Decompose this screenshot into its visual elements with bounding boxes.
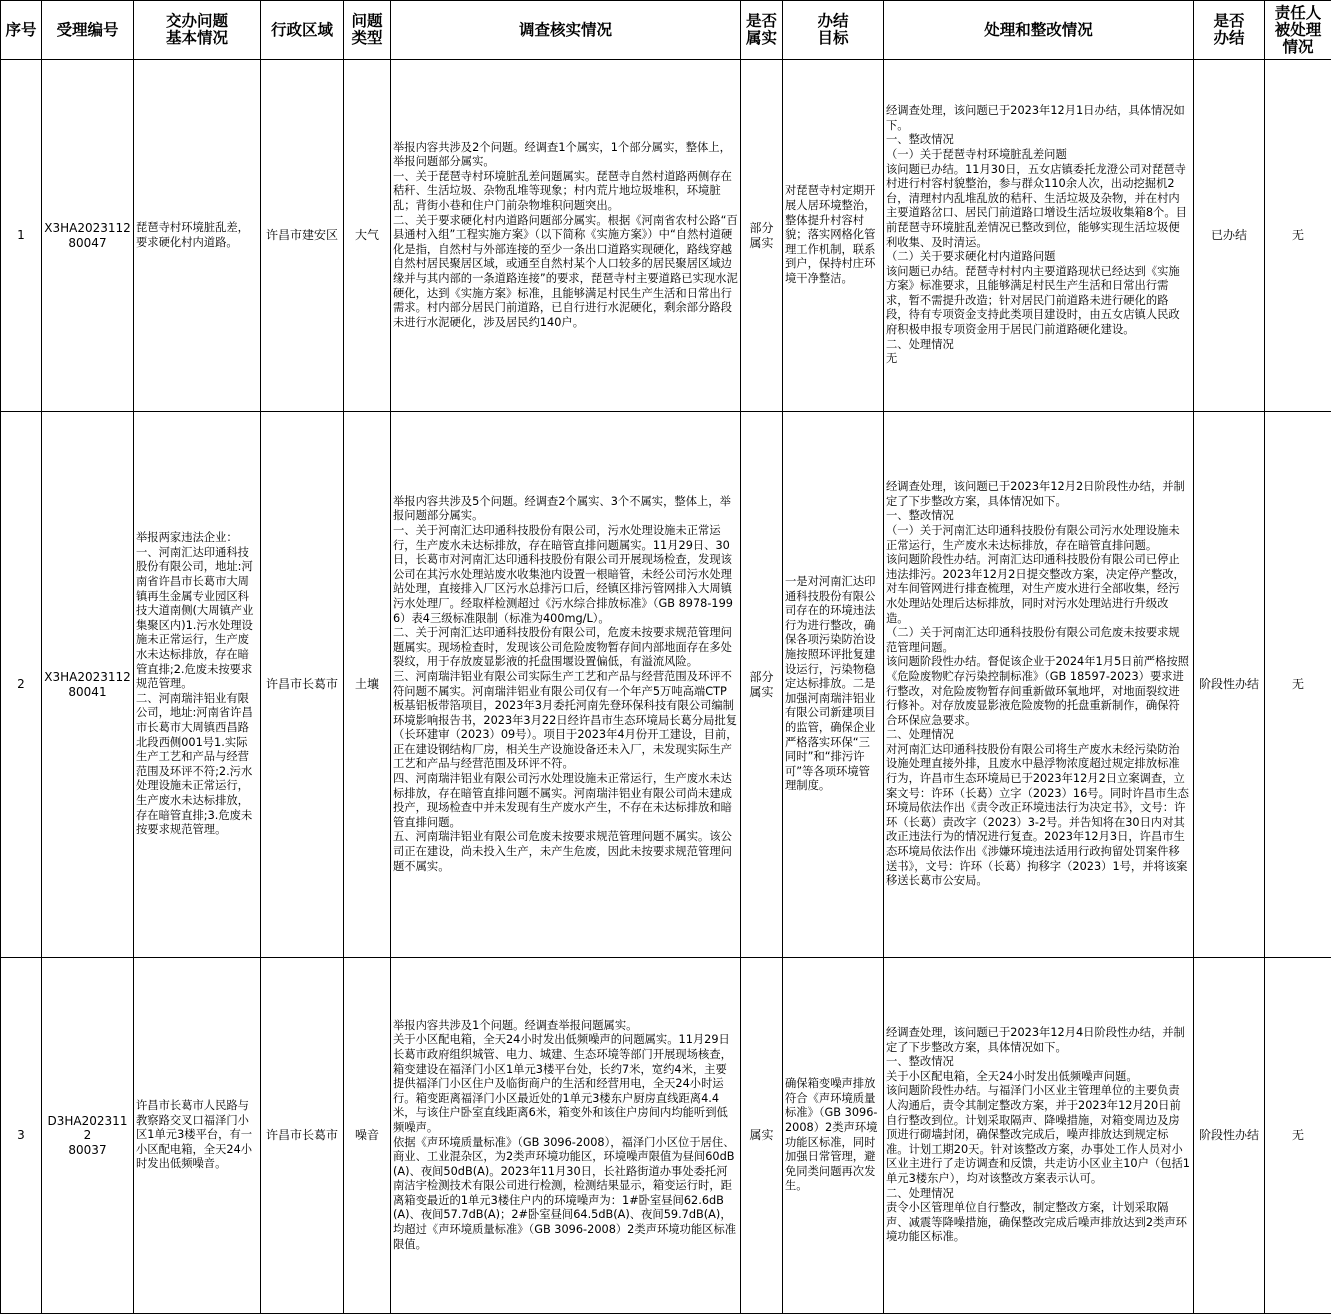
- cell-is-done: 已办结: [1194, 60, 1265, 412]
- table-row: [1, 412, 1331, 958]
- cell-seq: 3: [1, 958, 42, 1314]
- cell-investigation: 举报内容共涉及1个问题。经调查举报问题属实。 关于小区配电箱，全天24小时发出低频噪声的问题属实。11月29日长葛市政府组织城管、电力、城建、生态环境等部门开展现场核查，箱变建设在福泽门小区1单元3楼平台处，长约7米，宽约4米，主要提供福泽门小区住户及临街商户的生活和经营用电，全天24小时运行。箱变距离福泽门小区最近处的1单元3楼东户厨房直线距离4.4米，与该住户卧室直线距离6米，箱变外和该住户房间内均能听到低频噪声。 依据《声环境质量标准》（GB 3096-2008），福泽门小区位于居住、商业、工业混杂区，为2类声环境功能区，环境噪声限值为昼间60dB(A)、夜间50dB(A)。2023年11月30日，长社路街道办事处委托河南洁宇检测技术有限公司进行检测，检测结果显示，箱变运行时，距离箱变最近的1单元3楼住户内的环境噪声为：1#卧室昼间62.6dB(A)、夜间57.7dB(A)；2#卧室昼间64.5dB(A)、夜间59.7dB(A)，均超过《声环境质量标准》（GB 3096-2008）2类声环境功能区标准限值。: [391, 958, 741, 1314]
- cell-accept-no: X3HA2023112 80047: [42, 60, 134, 412]
- cell-responsible: 无: [1265, 412, 1331, 958]
- header-is-true: 是否 属实: [741, 1, 783, 60]
- header-goal: 办结 目标: [783, 1, 884, 60]
- header-is-done: 是否 办结: [1194, 1, 1265, 60]
- cell-is-true: 部分 属实: [741, 412, 783, 958]
- header-region: 行政区域: [261, 1, 344, 60]
- cell-responsible: 无: [1265, 958, 1331, 1314]
- cell-type: 噪音: [344, 958, 391, 1314]
- cell-is-done: 阶段性办结: [1194, 412, 1265, 958]
- cell-seq: 1: [1, 60, 42, 412]
- cell-issue: 琵琶寺村环境脏乱差，要求硬化村内道路。: [134, 60, 261, 412]
- cell-issue: 举报两家违法企业： 一、河南汇达印通科技股份有限公司，地址:河南省许昌市长葛市大周镇再生金属专业园区科技大道南侧(大周镇产业集聚区内)1.污水处理设施未正常运行，生产废水未达标排放，存在暗管直排;2.危废未按要求规范管理。 二、河南瑞沣铝业有限公司，地址:河南省许昌市长葛市大周镇西昌路北段西侧001号1.实际生产工艺和产品与经营范围及环评不符;2.污水处理设施未正常运行，生产废水未达标排放，存在暗管直排;3.危废未按要求规范管理。: [134, 412, 261, 958]
- cell-goal: 确保箱变噪声排放符合《声环境质量标准》（GB 3096-2008）2类声环境功能区标准，同时加强日常管理，避免同类问题再次发生。: [783, 958, 884, 1314]
- cell-investigation: 举报内容共涉及2个问题。经调查1个属实，1个部分属实，整体上，举报问题部分属实。 一、关于琵琶寺村环境脏乱差问题属实。琵琶寺自然村道路两侧存在秸秆、生活垃圾、杂物乱堆等现象；村内荒片地垃圾堆积，环境脏乱；背街小巷和住户门前杂物堆积问题突出。 二、关于要求硬化村内道路问题部分属实。根据《河南省农村公路“百县通村入组”工程实施方案》（以下简称《实施方案》）中“自然村道硬化是指，自然村与外部连接的至少一条出口道路实现硬化，路线穿越自然村居民聚居区域，或通至自然村某个人口较多的居民聚居区域边缘并与其内部的一条道路连接”的要求，琵琶寺村主要道路已实现水泥硬化，达到《实施方案》标准，且能够满足村民生产生活和日常出行需求。村内部分居民门前道路，已自行进行水泥硬化，剩余部分路段未进行水泥硬化，涉及居民约140户。: [391, 60, 741, 412]
- cell-region: 许昌市长葛市: [261, 958, 344, 1314]
- cell-region: 许昌市长葛市: [261, 412, 344, 958]
- cell-accept-no: D3HA2023112 80037: [42, 958, 134, 1314]
- table-row: [1, 958, 1331, 1314]
- table-row: [1, 60, 1331, 412]
- cell-is-true: 部分 属实: [741, 60, 783, 412]
- header-type: 问题 类型: [344, 1, 391, 60]
- cell-investigation: 举报内容共涉及5个问题。经调查2个属实、3个不属实，整体上，举报问题部分属实。 一、关于河南汇达印通科技股份有限公司，污水处理设施未正常运行，生产废水未达标排放，存在暗管直排问题属实。11月29日、30日，长葛市对河南汇达印通科技股份有限公司开展现场检查，发现该公司在其污水处理站废水收集池内设置一根暗管，未经公司污水处理站处理，直接排入厂区污水总排污口后，经镇区排污管网排入大周镇污水处理厂。经取样检测超过《污水综合排放标准》（GB 8978-1996）表4三级标准限制（标准为400mg/L）。 二、关于河南汇达印通科技股份有限公司，危废未按要求规范管理问题属实。现场检查时，发现该公司危险废物暂存间内部地面存在多处裂纹，用于存放废显影液的托盘围堰设置偏低，有溢流风险。 三、河南瑞沣铝业有限公司实际生产工艺和产品与经营范围及环评不符问题不属实。河南瑞沣铝业有限公司仅有一个年产5万吨高端CTP板基铝板带箔项目，2023年3月委托河南先登环保科技有限公司编制环境影响报告书，2023年3月22日经许昌市生态环境局长葛分局批复（长环建审（2023）09号）。项目于2023年4月份开工建设，目前，正在建设钢结构厂房，相关生产设施设备还未入厂，未发现实际生产工艺和产品与经营范围及环评不符。 四、河南瑞沣铝业有限公司污水处理设施未正常运行，生产废水未达标排放，存在暗管直排问题不属实。河南瑞沣铝业有限公司尚未建成投产，现场检查中并未发现有生产废水产生，不存在未达标排放和暗管直排问题。 五、河南瑞沣铝业有限公司危废未按要求规范管理问题不属实。该公司正在建设，尚未投入生产，未产生危废，因此未按要求规范管理问题不属实。: [391, 412, 741, 958]
- cell-type: 土壤: [344, 412, 391, 958]
- cell-type: 大气: [344, 60, 391, 412]
- cell-goal: 对琵琶寺村定期开展人居环境整治，整体提升村容村貌；落实网格化管理工作机制，联系到户，保持村庄环境干净整洁。: [783, 60, 884, 412]
- header-handling: 处理和整改情况: [884, 1, 1194, 60]
- header-issue: 交办问题 基本情况: [134, 1, 261, 60]
- header-investigation: 调查核实情况: [391, 1, 741, 60]
- cell-handling: 经调查处理，该问题已于2023年12月4日阶段性办结，并制定了下步整改方案，具体情况如下。 一、整改情况 关于小区配电箱，全天24小时发出低频噪声问题。 该问题阶段性办结。与福泽门小区业主管理单位的主要负责人沟通后，责令其制定整改方案，并于2023年12月20日前自行整改到位。计划采取隔声、降噪措施，对箱变周边及房顶进行砌墙封闭，确保整改完成后，噪声排放达到规定标准。计划工期20天。针对该整改方案，办事处工作人员对小区业主进行了走访调查和反馈，共走访小区业主10户（包括1单元3楼东户），均对该整改方案表示认可。 二、处理情况 责令小区管理单位自行整改，制定整改方案，计划采取隔声、减震等降噪措施，确保整改完成后噪声排放达到2类声环境功能区标准。: [884, 958, 1194, 1314]
- cell-is-true: 属实: [741, 958, 783, 1314]
- cell-handling: 经调查处理，该问题已于2023年12月1日办结，具体情况如下。 一、整改情况 （一）关于琵琶寺村环境脏乱差问题 该问题已办结。11月30日，五女店镇委托龙澄公司对琵琶寺村进行村容村貌整治，参与群众110余人次，出动挖掘机2台，清理村内乱堆乱放的秸秆、生活垃圾及杂物，并在村内主要道路岔口、居民门前道路口增设生活垃圾收集箱8个。目前琵琶寺环境脏乱差情况已整改到位，能够实现生活垃圾便利收集、及时清运。 （二）关于要求硬化村内道路问题 该问题已办结。琵琶寺村村内主要道路现状已经达到《实施方案》标准要求，且能够满足村民生产生活和日常出行需求，暂不需提升改造；针对居民门前道路未进行硬化的路段，待有专项资金支持此类项目建设时，由五女店镇人民政府积极申报专项资金用于居民门前道路硬化建设。 二、处理情况 无: [884, 60, 1194, 412]
- cell-accept-no: X3HA2023112 80041: [42, 412, 134, 958]
- cell-handling: 经调查处理，该问题已于2023年12月2日阶段性办结，并制定了下步整改方案，具体情况如下。 一、整改情况 （一）关于河南汇达印通科技股份有限公司污水处理设施未正常运行，生产废水未达标排放，存在暗管直排问题。 该问题阶段性办结。河南汇达印通科技股份有限公司已停止违法排污。2023年12月2日提交整改方案，决定停产整改，对车间管网进行排查梳理，对生产废水进行全部收集，经污水处理站处理后达标排放，同时对污水处理站进行升级改造。 （二）关于河南汇达印通科技股份有限公司危废未按要求规范管理问题。 该问题阶段性办结。督促该企业于2024年1月5日前严格按照《危险废物贮存污染控制标准》（GB 18597-2023）要求进行整改，对危险废物暂存间重新做环氧地坪，对地面裂纹进行修补。对存放废显影液危险废物的托盘重新制作，确保符合环保应急要求。 二、处理情况 对河南汇达印通科技股份有限公司将生产废水未经污染防治设施处理直接外排，且废水中悬浮物浓度超过规定排放标准行为，许昌市生态环境局已于2023年12月2日立案调查，立案文号：许环（长葛）立字（2023）16号。同时许昌市生态环境局依法作出《责令改正环境违法行为决定书》，文号：许环（长葛）责改字（2023）3-2号。并告知将在30日内对其改正违法行为的情况进行复查。2023年12月3日，许昌市生态环境局依法作出《涉嫌环境违法适用行政拘留处罚案件移送书》，文号：许环（长葛）拘移字（2023）1号，并将该案移送长葛市公安局。: [884, 412, 1194, 958]
- cell-issue: 许昌市长葛市人民路与教察路交叉口福泽门小区1单元3楼平台，有一小区配电箱，全天24小时发出低频噪音。: [134, 958, 261, 1314]
- cell-goal: 一是对河南汇达印通科技股份有限公司存在的环境违法行为进行整改，确保各项污染防治设施按照环评批复建设运行，污染物稳定达标排放。二是加强河南瑞沣铝业有限公司新建项目的监管，确保企业严格落实环保“三同时”和“排污许可”等各项环境管理制度。: [783, 412, 884, 958]
- header-row: [1, 1, 1331, 60]
- cell-responsible: 无: [1265, 60, 1331, 412]
- cell-seq: 2: [1, 412, 42, 958]
- header-responsible: 责任人 被处理 情况: [1265, 1, 1331, 60]
- header-accept-no: 受理编号: [42, 1, 134, 60]
- cell-is-done: 阶段性办结: [1194, 958, 1265, 1314]
- header-seq: 序号: [1, 1, 42, 60]
- cell-region: 许昌市建安区: [261, 60, 344, 412]
